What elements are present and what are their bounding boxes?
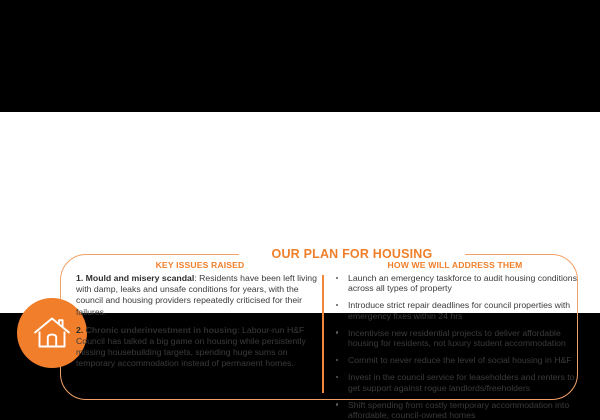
key-issue-body: : Labour-run H&F Council has talked a big game on housing while persistently missing housebuilding targets, spending huge sums on temporary accommodation instead of permanent homes. (76, 324, 306, 369)
bullet-dot-icon (336, 331, 338, 333)
bullet-dot-icon (336, 376, 338, 378)
key-issue-body: : Residents have been left living with damp, leaks and unsafe conditions for years, with the council and housing providers repeatedly criticised for their failures. (76, 273, 317, 317)
list-item (332, 372, 578, 392)
pledge-text: Incentivise new residential projects to deliver affordable housing for residents, not luxury student accommodation (348, 327, 566, 349)
panel-title: OUR PLAN FOR HOUSING (271, 247, 433, 261)
key-issue-lead: 2. Chronic underinvestment in housing (76, 324, 238, 335)
address-them-heading: HOW WE WILL ADDRESS THEM (387, 260, 523, 270)
column-divider (322, 275, 324, 393)
bullet-dot-icon (336, 277, 338, 279)
bullet-dot-icon (336, 359, 338, 361)
list-item (332, 328, 578, 348)
pledge-text: Introduce strict repair deadlines for council properties with emergency fixes within 24 hrs (348, 300, 571, 321)
pledge-text: Launch an emergency taskforce to audit housing conditions across all types of property (348, 273, 577, 294)
bullet-dot-icon (336, 403, 338, 405)
key-issue-item (76, 273, 324, 318)
key-issue-lead: 1. Mould and misery scandal (76, 273, 195, 283)
content-band (0, 112, 600, 420)
pledge-text: Invest in the council service for leaseholders and renters to get support against rogue landlords/freeholders (348, 372, 575, 393)
key-issues-column (76, 260, 324, 370)
list-item (332, 400, 578, 420)
panel-columns (60, 260, 578, 420)
key-issue-item (76, 325, 324, 370)
key-issues-heading: KEY ISSUES RAISED (155, 260, 245, 270)
address-them-column (332, 260, 578, 420)
pledge-text: Shift spending from costly temporary accommodation into affordable, council-owned homes (348, 399, 570, 420)
bullet-dot-icon (336, 304, 338, 306)
list-item (332, 355, 578, 365)
pledge-text: Commit to never reduce the level of social housing in H&F (348, 355, 572, 366)
list-item (332, 300, 578, 320)
pledge-list (332, 273, 578, 420)
list-item (332, 273, 578, 293)
